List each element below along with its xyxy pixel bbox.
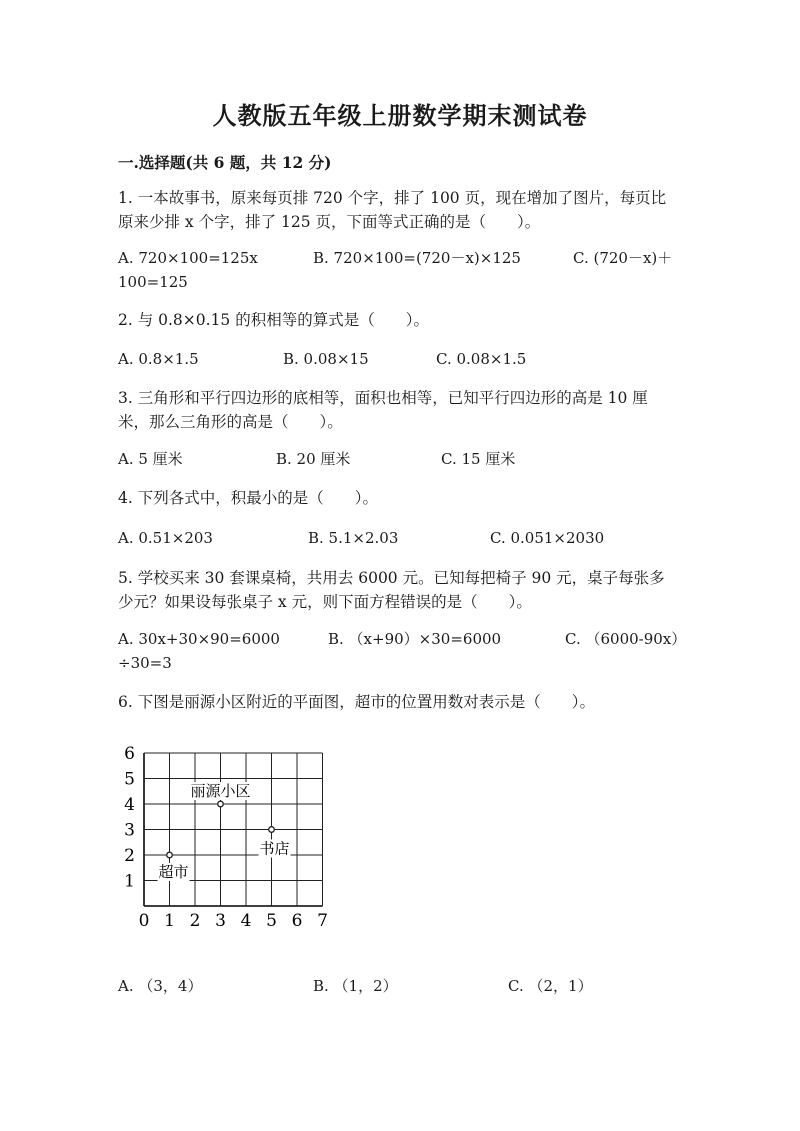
y-tick-label: 6 xyxy=(124,744,135,764)
option-c[interactable]: C. （6000-90x） xyxy=(565,630,687,648)
question-2-options xyxy=(118,347,688,371)
map-place-label: 超市 xyxy=(158,863,189,881)
x-tick-label: 3 xyxy=(215,911,226,931)
option-a[interactable]: A. 720×100=125x xyxy=(118,249,258,267)
option-b[interactable]: B. 5.1×2.03 xyxy=(308,529,399,547)
question-3-options xyxy=(118,447,688,471)
option-c[interactable]: C. （2，1） xyxy=(508,977,593,995)
option-c-continued: ÷30=3 xyxy=(118,654,172,672)
question-3-stem: 3. 三角形和平行四边形的底相等，面积也相等，已知平行四边形的高是 10 厘米，那么三角形的高是（ ）。 xyxy=(118,389,648,431)
option-c[interactable]: C. 0.051×2030 xyxy=(490,529,605,547)
option-a[interactable]: A. 0.8×1.5 xyxy=(118,350,199,368)
x-tick-label: 6 xyxy=(291,911,303,931)
question-4-stem: 4. 下列各式中，积最小的是（ ）。 xyxy=(118,489,378,507)
option-b[interactable]: B. （x+90）×30=6000 xyxy=(328,630,502,648)
map-point-marker xyxy=(269,827,275,833)
map-place-label: 丽源小区 xyxy=(190,782,251,800)
y-tick-label: 2 xyxy=(124,846,135,866)
y-tick-label: 3 xyxy=(124,820,135,841)
x-tick-label: 2 xyxy=(189,911,201,931)
option-c[interactable]: C. (720－x)＋ xyxy=(573,249,673,267)
option-c-continued: 100=125 xyxy=(118,273,188,291)
option-b[interactable]: B. 20 厘米 xyxy=(276,450,351,468)
question-5-options xyxy=(118,627,688,651)
question-5-stem: 5. 学校买来 30 套课桌椅，共用去 6000 元。已知每把椅子 90 元，桌子每张多少元？如果设每张桌子 x 元，则下面方程错误的是（ ）。 xyxy=(118,569,665,611)
y-tick-label: 4 xyxy=(124,795,135,815)
section-heading: 一.选择题(共 6 题，共 12 分) xyxy=(118,153,332,172)
x-tick-label: 5 xyxy=(266,911,277,931)
option-c[interactable]: C. 0.08×1.5 xyxy=(436,350,527,368)
page-title: 人教版五年级上册数学期末测试卷 xyxy=(212,101,588,130)
question-1-options xyxy=(118,246,688,270)
location-map-figure xyxy=(118,740,348,940)
y-tick-label: 5 xyxy=(124,769,135,790)
option-b[interactable]: B. 0.08×15 xyxy=(283,350,369,368)
x-tick-label: 7 xyxy=(317,911,328,931)
question-6-options xyxy=(118,974,688,998)
map-point-marker xyxy=(167,852,173,858)
option-c[interactable]: C. 15 厘米 xyxy=(441,450,516,468)
coordinate-grid xyxy=(118,740,348,940)
question-4-options xyxy=(118,526,688,550)
map-place-label: 书店 xyxy=(259,839,290,858)
x-tick-label: 0 xyxy=(138,911,150,931)
option-a[interactable]: A. 30x+30×90=6000 xyxy=(118,630,280,648)
question-1-stem: 1. 一本故事书，原来每页排 720 个字，排了 100 页，现在增加了图片，每页比原来少排 x 个字，排了 125 页，下面等式正确的是（ ）。 xyxy=(118,189,667,231)
option-a[interactable]: A. （3，4） xyxy=(118,977,203,995)
question-6-stem: 6. 下图是丽源小区附近的平面图，超市的位置用数对表示是（ ）。 xyxy=(118,693,595,711)
x-tick-label: 4 xyxy=(240,911,252,931)
option-a[interactable]: A. 0.51×203 xyxy=(118,529,213,547)
x-tick-label: 1 xyxy=(164,911,175,931)
option-b[interactable]: B. 720×100=(720－x)×125 xyxy=(313,249,521,267)
option-a[interactable]: A. 5 厘米 xyxy=(118,450,183,468)
map-point-marker xyxy=(218,801,224,807)
question-2-stem: 2. 与 0.8×0.15 的积相等的算式是（ ）。 xyxy=(118,311,429,329)
option-b[interactable]: B. （1，2） xyxy=(313,977,398,995)
y-tick-label: 1 xyxy=(124,871,135,892)
